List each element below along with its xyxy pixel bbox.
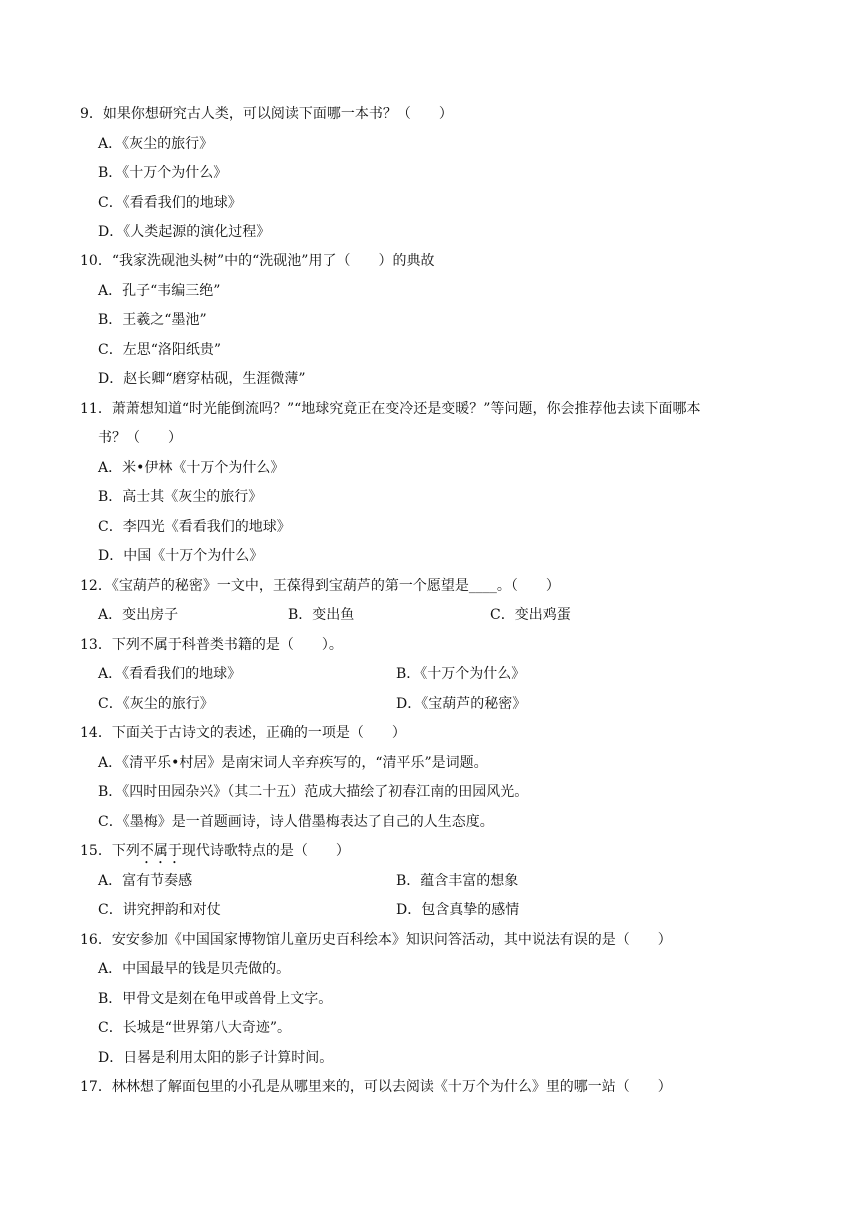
question-13-option-a: A．《看看我们的地球》 [98, 666, 242, 682]
question-15-option-c: C．讲究押韵和对仗 [98, 902, 221, 918]
question-16-option-c: C．长城是“世界第八大奇迹”。 [98, 1020, 292, 1036]
question-11-option-b: B．高士其《灰尘的旅行》 [98, 489, 263, 505]
question-16-option-d: D．日晷是利用太阳的影子计算时间。 [98, 1050, 334, 1066]
question-11-option-d: D．中国《十万个为什么》 [98, 548, 264, 564]
question-10-stem: 10．“我家洗砚池头树”中的“洗砚池”用了（ ）的典故 [80, 253, 435, 269]
question-11-option-c: C．李四光《看看我们的地球》 [98, 519, 291, 535]
question-13-option-d: D．《宝葫芦的秘密》 [396, 696, 527, 712]
question-12-option-a: A．变出房子 [98, 607, 179, 623]
question-10-option-d: D．赵长卿“磨穿枯砚，生涯微薄” [98, 371, 306, 387]
question-14-stem: 14．下面关于古诗文的表述，正确的一项是（ ） [80, 725, 406, 741]
question-9-option-b: B．《十万个为什么》 [98, 165, 228, 181]
question-15-stem [80, 842, 350, 867]
question-15-option-b: B．蕴含丰富的想象 [396, 873, 519, 889]
question-17-stem: 17．林林想了解面包里的小孔是从哪里来的，可以去阅读《十万个为什么》里的哪一站（ ） [80, 1079, 672, 1095]
question-10-option-c: C．左思“洛阳纸贵” [98, 342, 222, 358]
question-16-option-a: A．中国最早的钱是贝壳做的。 [98, 961, 291, 977]
question-12-option-c: C．变出鸡蛋 [490, 607, 571, 623]
question-15-option-a: A．富有节奏感 [98, 873, 193, 889]
question-12-stem: 12．《宝葫芦的秘密》一文中，王葆得到宝葫芦的第一个愿望是____。（ ） [80, 578, 560, 594]
question-15-stem-prefix: 15．下列 [80, 843, 140, 859]
question-10-option-a: A．孔子“韦编三绝” [98, 283, 221, 299]
question-9-option-d: D．《人类起源的演化过程》 [98, 224, 271, 240]
question-14-option-c: C．《墨梅》是一首题画诗，诗人借墨梅表达了自己的人生态度。 [98, 814, 494, 830]
question-10-option-b: B．王羲之“墨池” [98, 312, 207, 328]
question-15-stem-suffix: 现代诗歌特点的是（ ） [181, 843, 350, 859]
question-9-stem: 9．如果你想研究古人类，可以阅读下面哪一本书？（ ） [80, 106, 453, 122]
question-14-option-a: A．《清平乐•村居》是南宋词人辛弃疾写的，“清平乐”是词题。 [98, 755, 488, 771]
question-11-stem: 11．萧萧想知道“时光能倒流吗？”“地球究竟正在变冷还是变暖？”等问题，你会推荐他去读下面哪本 [80, 401, 701, 417]
question-16-stem: 16．安安参加《中国国家博物馆儿童历史百科绘本》知识问答活动，其中说法有误的是（ ） [80, 932, 672, 948]
question-13-option-b: B．《十万个为什么》 [396, 666, 526, 682]
question-12-option-b: B．变出鱼 [288, 607, 355, 623]
question-11-option-a: A．米•伊林《十万个为什么》 [98, 460, 285, 476]
question-15-emphasis: 不属于 [139, 843, 182, 859]
question-15-option-d: D．包含真挚的感情 [396, 902, 520, 918]
question-13-stem: 13．下列不属于科普类书籍的是（ ）。 [80, 637, 343, 653]
question-16-option-b: B．甲骨文是刻在龟甲或兽骨上文字。 [98, 991, 333, 1007]
question-9-option-c: C．《看看我们的地球》 [98, 195, 242, 211]
question-9-option-a: A．《灰尘的旅行》 [98, 136, 214, 152]
question-14-option-b: B．《四时田园杂兴》（其二十五）范成大描绘了初春江南的田园风光。 [98, 784, 529, 800]
question-11-stem-continued: 书？（ ） [98, 430, 182, 446]
question-13-option-c: C．《灰尘的旅行》 [98, 696, 214, 712]
